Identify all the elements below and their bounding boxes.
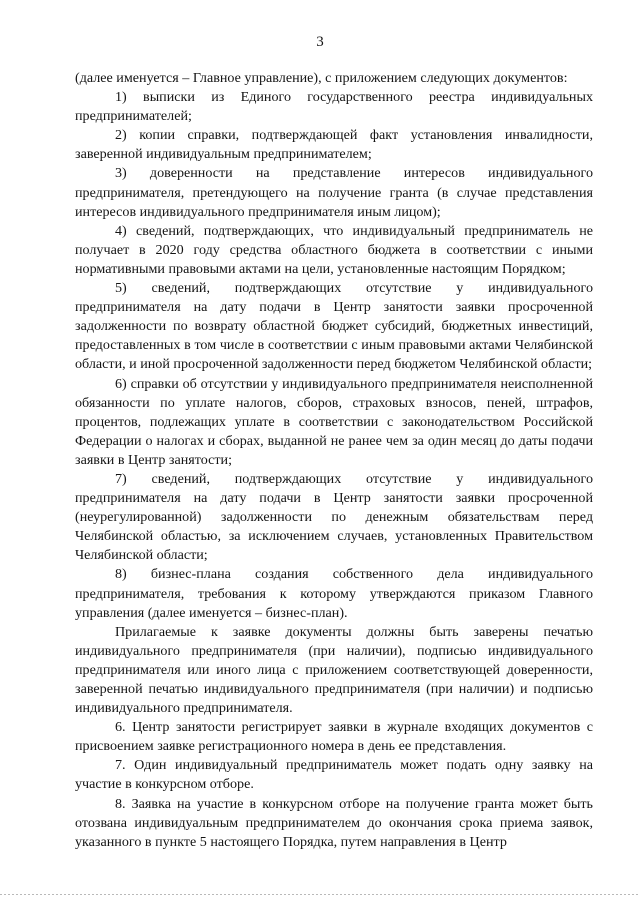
document-body <box>75 69 593 852</box>
paragraph-clause-8: 8. Заявка на участие в конкурсном отборе на получение гранта может быть отозвана индивидуальным предпринимателем до окончания срока приема заявок, указанного в пункте 5 настоящего Порядка, путем направления в Центр <box>75 795 593 850</box>
list-item-4-budget-funds-info: 4) сведений, подтверждающих, что индивидуальный предприниматель не получает в 2020 году средства областного бюджета в соответствии с иными нормативными правовыми актами на цели, установленные настоящим Порядком; <box>75 222 593 277</box>
page-number: 3 <box>316 34 324 50</box>
list-item-7-obligations-info: 7) сведений, подтверждающих отсутствие у индивидуального предпринимателя на дату подачи в Центр занятости заявки просроченной (неурегулированной) задолженности по денежным обязательствам перед Челябинской областью, за исключением случаев, установленных Правительством Челябинской области; <box>75 470 593 564</box>
paragraph-continuation: (далее именуется – Главное управление), с приложением следующих документов: <box>75 70 568 86</box>
scan-edge-line <box>0 894 640 895</box>
list-item-8-business-plan: 8) бизнес-плана создания собственного дела индивидуального предпринимателя, требования к которому утверждаются приказом Главного управления (далее именуется – бизнес-план). <box>75 566 593 621</box>
list-item-1-registry-extract: 1) выписки из Единого государственного реестра индивидуальных предпринимателей; <box>75 89 593 125</box>
paragraph-clause-7: 7. Один индивидуальный предприниматель может подать одну заявку на участие в конкурсном отборе. <box>75 757 593 793</box>
list-item-2-disability-certificate: 2) копии справки, подтверждающей факт установления инвалидности, заверенной индивидуальным предпринимателем; <box>75 127 593 163</box>
paragraph-clause-6: 6. Центр занятости регистрирует заявки в журнале входящих документов с присвоением заявке регистрационного номера в день ее представления. <box>75 719 593 755</box>
list-item-5-debt-absence-info: 5) сведений, подтверждающих отсутствие у индивидуального предпринимателя на дату подачи в Центр занятости заявки просроченной задолженности по возврату областной бюджет субсидий, бюджетных инвестиций, предоставленных в том числе в соответствии с иным правовыми актами Челябинской области, и иной просроченной задолженности перед бюджетом Челябинской области; <box>75 280 593 373</box>
list-item-6-tax-certificate: 6) справки об отсутствии у индивидуального предпринимателя неисполненной обязанности по уплате налогов, сборов, страховых взносов, пеней, штрафов, процентов, подлежащих уплате в соответствии с законодательством Российской Федерации о налогах и сборах, выданной не ранее чем за один месяц до даты подачи заявки в Центр занятости; <box>75 375 593 468</box>
paragraph-documents-certification: Прилагаемые к заявке документы должны быть заверены печатью индивидуального предпринимателя (при наличии), подписью индивидуального предпринимателя или иного лица с приложением соответствующей доверенности, заверенной печатью индивидуального предпринимателя (при наличии) и подписью индивидуального предпринимателя. <box>75 623 593 717</box>
list-item-3-power-of-attorney: 3) доверенности на представление интересов индивидуального предпринимателя, претендующего на получение гранта (в случае представления интересов индивидуального предпринимателя иным лицом); <box>75 165 593 220</box>
